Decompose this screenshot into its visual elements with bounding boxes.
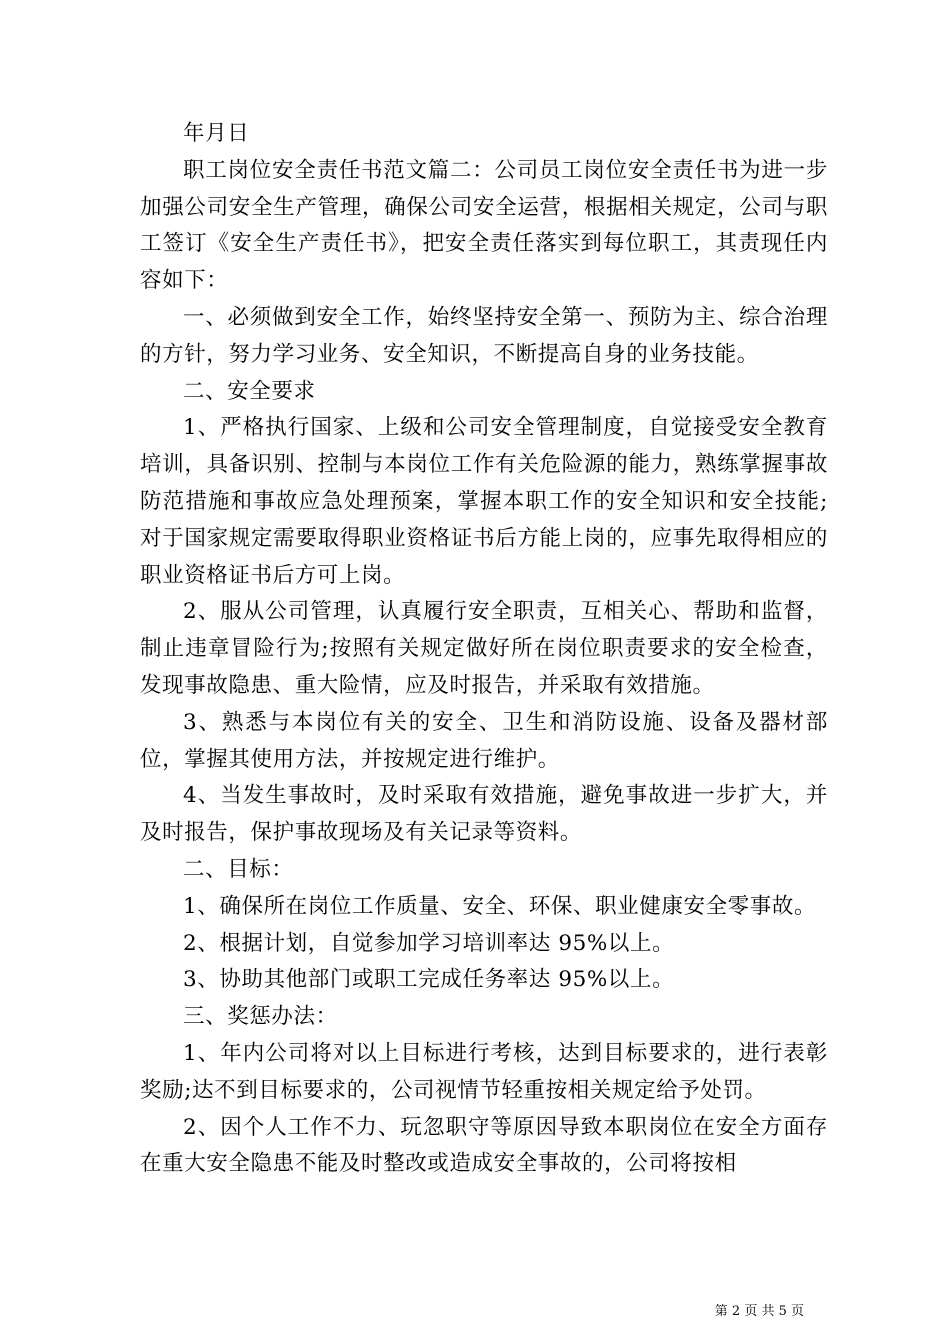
paragraph-requirement-3: 3、熟悉与本岗位有关的安全、卫生和消防设施、设备及器材部位，掌握其使用方法，并按规定进行维护。 [140, 709, 828, 772]
paragraph-reward-1: 1、年内公司将对以上目标进行考核，达到目标要求的，进行表彰奖励;达不到目标要求的，公司视情节轻重按相关规定给予处罚。 [140, 1040, 828, 1103]
paragraph-intro: 职工岗位安全责任书范文篇二：公司员工岗位安全责任书为进一步加强公司安全生产管理，确保公司安全运营，根据相关规定，公司与职工签订《安全生产责任书》，把安全责任落实到每位职工，其责现任内容如下： [140, 157, 828, 294]
paragraph-goal-1: 1、确保所在岗位工作质量、安全、环保、职业健康安全零事故。 [183, 893, 817, 919]
paragraph-goal-2: 2、根据计划，自觉参加学习培训率达 95%以上。 [183, 930, 675, 956]
paragraph-section-1: 一、必须做到安全工作，始终坚持安全第一、预防为主、综合治理的方针，努力学习业务、安全知识，不断提高自身的业务技能。 [140, 304, 828, 367]
document-body [140, 116, 828, 1183]
paragraph-requirement-1: 1、严格执行国家、上级和公司安全管理制度，自觉接受安全教育培训，具备识别、控制与本岗位工作有关危险源的能力，熟练掌握事故防范措施和事故应急处理预案，掌握本职工作的安全知识和安全技能;对于国家规定需要取得职业资格证书后方能上岗的，应事先取得相应的职业资格证书后方可上岗。 [140, 415, 828, 588]
paragraph-heading-rewards: 三、奖惩办法： [183, 1004, 338, 1030]
page-number-footer: 第 2 页 共 5 页 [714, 1304, 804, 1319]
paragraph-reward-2: 2、因个人工作不力、玩忽职守等原因导致本职岗位在安全方面存在重大安全隐患不能及时整改或造成安全事故的，公司将按相 [140, 1114, 828, 1177]
paragraph-requirement-2: 2、服从公司管理，认真履行安全职责，互相关心、帮助和监督，制止违章冒险行为;按照有关规定做好所在岗位职责要求的安全检查，发现事故隐患、重大险情，应及时报告，并采取有效措施。 [140, 599, 828, 698]
paragraph-heading-safety-requirements: 二、安全要求 [183, 378, 316, 404]
paragraph-goal-3: 3、协助其他部门或职工完成任务率达 95%以上。 [183, 967, 675, 993]
paragraph-date: 年月日 [183, 121, 250, 146]
paragraph-requirement-4: 4、当发生事故时，及时采取有效措施，避免事故进一步扩大，并及时报告，保护事故现场及有关记录等资料。 [140, 783, 828, 846]
paragraph-heading-goals: 二、目标： [183, 856, 294, 882]
